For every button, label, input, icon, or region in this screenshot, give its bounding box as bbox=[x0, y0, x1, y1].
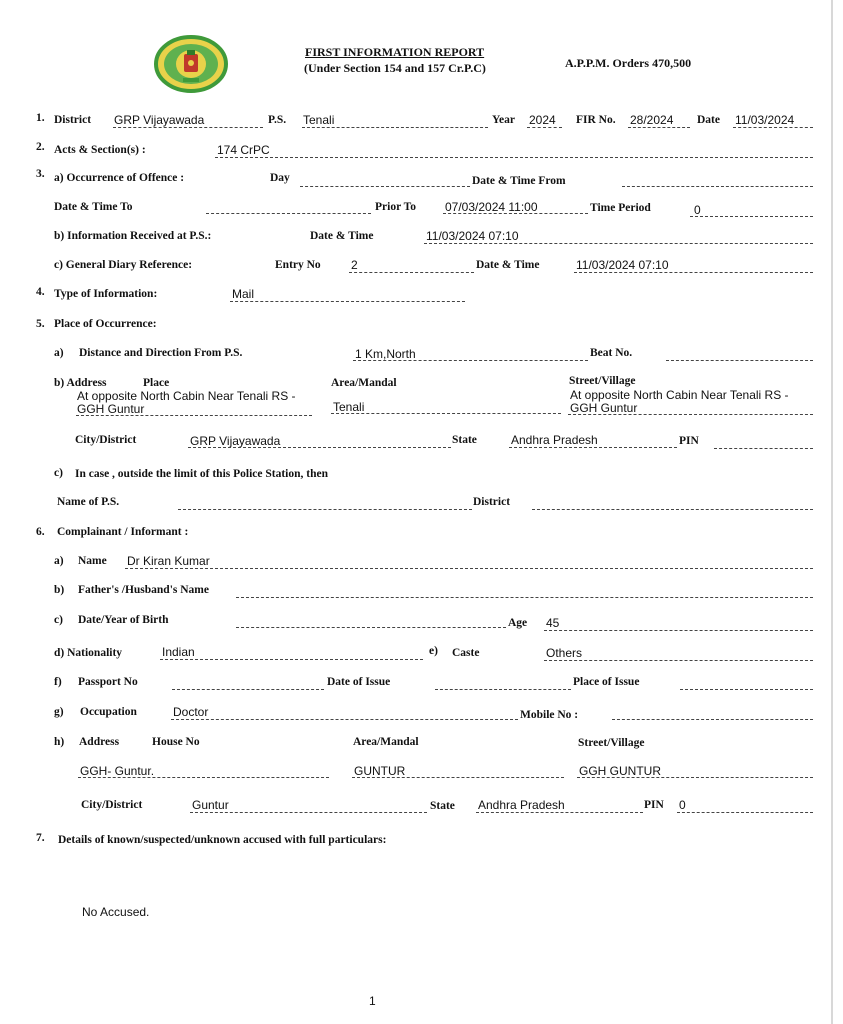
place-occ-label: Place of Occurrence: bbox=[54, 318, 157, 330]
page-number: 1 bbox=[369, 994, 376, 1008]
type-info-line bbox=[230, 301, 465, 302]
pin2-label: PIN bbox=[644, 799, 664, 811]
dob-label: Date/Year of Birth bbox=[78, 614, 169, 626]
info-dt-value: 11/03/2024 07:10 bbox=[426, 229, 519, 243]
e-mark: e) bbox=[429, 645, 438, 657]
date-issue-label: Date of Issue bbox=[327, 676, 391, 688]
page-edge-shadow bbox=[831, 0, 833, 1024]
time-period-label: Time Period bbox=[590, 202, 651, 214]
place-label: Place bbox=[143, 377, 170, 389]
gd-dt-label: Date & Time bbox=[476, 259, 540, 271]
street-village2-label: Street/Village bbox=[578, 737, 645, 749]
item-number-3: 3. bbox=[36, 168, 45, 180]
prior-to-label: Prior To bbox=[375, 201, 417, 213]
comp-name-line bbox=[125, 568, 813, 569]
age-value: 45 bbox=[546, 616, 560, 630]
dob-line bbox=[236, 627, 506, 628]
prior-to-value: 07/03/2024 11:00 bbox=[445, 200, 538, 214]
area-mandal-label: Area/Mandal bbox=[331, 377, 397, 389]
area-mandal2-label: Area/Mandal bbox=[353, 736, 419, 748]
city2-line bbox=[190, 812, 427, 813]
occurrence-label: a) Occurrence of Offence : bbox=[54, 172, 185, 184]
beat-no-line bbox=[666, 360, 813, 361]
f-mark: f) bbox=[54, 676, 62, 688]
occupation-label: Occupation bbox=[80, 706, 137, 718]
father-name-line bbox=[236, 597, 813, 598]
fir-no-label: FIR No. bbox=[576, 114, 616, 126]
ps-line bbox=[302, 127, 488, 128]
year-line bbox=[527, 127, 562, 128]
info-received-label: b) Information Received at P.S.: bbox=[54, 230, 212, 242]
place-line bbox=[76, 415, 312, 416]
report-subtitle: (Under Section 154 and 157 Cr.P.C) bbox=[304, 61, 486, 75]
place-issue-line bbox=[680, 689, 813, 690]
date-issue-line bbox=[435, 689, 571, 690]
distance-label: Distance and Direction From P.S. bbox=[79, 347, 243, 359]
entry-no-label: Entry No bbox=[275, 259, 321, 271]
year-label: Year bbox=[492, 114, 515, 126]
g-mark: g) bbox=[54, 706, 64, 718]
state2-value: Andhra Pradesh bbox=[478, 798, 565, 812]
ps-value: Tenali bbox=[303, 113, 335, 127]
item-number-5: 5. bbox=[36, 318, 45, 330]
year-value: 2024 bbox=[529, 113, 556, 127]
comp-name-value: Dr Kiran Kumar bbox=[127, 554, 210, 568]
item-number-2: 2. bbox=[36, 141, 45, 153]
city2-value: Guntur bbox=[192, 798, 229, 812]
prior-to-line bbox=[443, 213, 588, 214]
place-value-1: At opposite North Cabin Near Tenali RS - bbox=[77, 389, 296, 403]
gd-dt-line bbox=[574, 272, 813, 273]
dt-from-line bbox=[622, 186, 813, 187]
district-label: District bbox=[54, 114, 92, 126]
pin2-value: 0 bbox=[679, 798, 686, 812]
orders-ref: A.P.P.M. Orders 470,500 bbox=[565, 56, 692, 70]
item-number-4: 4. bbox=[36, 286, 45, 298]
city-line bbox=[188, 447, 451, 448]
andhra-pradesh-emblem-icon bbox=[153, 34, 229, 94]
state-value: Andhra Pradesh bbox=[511, 433, 598, 447]
house-no-label: House No bbox=[152, 736, 200, 748]
day-line bbox=[300, 186, 470, 187]
age-label: Age bbox=[508, 617, 528, 629]
street-value-1: At opposite North Cabin Near Tenali RS - bbox=[570, 388, 789, 402]
place-value-2: GGH Guntur bbox=[77, 402, 145, 416]
distance-line bbox=[353, 360, 588, 361]
type-info-label: Type of Information: bbox=[54, 288, 158, 300]
comp-b-mark: b) bbox=[54, 584, 65, 596]
street2-line bbox=[577, 777, 813, 778]
caste-value: Others bbox=[546, 646, 583, 660]
district-value: GRP Vijayawada bbox=[114, 113, 205, 127]
address-label: Address bbox=[79, 736, 120, 748]
street2-value: GGH GUNTUR bbox=[579, 764, 661, 778]
date-label: Date bbox=[697, 114, 720, 126]
occupation-line bbox=[171, 719, 518, 720]
city-value: GRP Vijayawada bbox=[190, 434, 281, 448]
state2-label: State bbox=[430, 800, 455, 812]
caste-label: Caste bbox=[452, 647, 480, 659]
mobile-label: Mobile No : bbox=[520, 709, 579, 721]
district-line bbox=[113, 127, 263, 128]
acts-label: Acts & Section(s) : bbox=[54, 144, 146, 156]
info-dt-label: Date & Time bbox=[310, 230, 374, 242]
h-mark: h) bbox=[54, 736, 65, 748]
item-number-7: 7. bbox=[36, 832, 45, 844]
item-number-6: 6. bbox=[36, 526, 45, 538]
fir-no-value: 28/2024 bbox=[630, 113, 674, 127]
house-no-value: GGH- Guntur. bbox=[80, 764, 155, 778]
dt-to-label: Date & Time To bbox=[54, 201, 133, 213]
mobile-line bbox=[612, 719, 813, 720]
area-value: Tenali bbox=[333, 400, 365, 414]
street-value-2: GGH Guntur bbox=[570, 401, 638, 415]
time-period-line bbox=[690, 216, 813, 217]
city-district2-label: City/District bbox=[81, 799, 143, 811]
complainant-label: Complainant / Informant : bbox=[57, 526, 189, 538]
beat-no-label: Beat No. bbox=[590, 347, 633, 359]
comp-c-mark: c) bbox=[54, 614, 63, 626]
age-line bbox=[544, 630, 813, 631]
pin2-line bbox=[677, 812, 813, 813]
c-mark: c) bbox=[54, 467, 63, 479]
report-title: FIRST INFORMATION REPORT bbox=[305, 45, 485, 59]
place-issue-label: Place of Issue bbox=[573, 676, 640, 688]
fir-no-line bbox=[628, 127, 690, 128]
street-line bbox=[568, 414, 813, 415]
name-ps-label: Name of P.S. bbox=[57, 496, 120, 508]
day-label: Day bbox=[270, 172, 290, 184]
caste-line bbox=[544, 660, 813, 661]
type-info-value: Mail bbox=[232, 287, 255, 301]
acts-value: 174 CrPC bbox=[217, 143, 270, 157]
occupation-value: Doctor bbox=[173, 705, 209, 719]
state-label: State bbox=[452, 434, 477, 446]
district2-label: District bbox=[473, 496, 511, 508]
gd-dt-value: 11/03/2024 07:10 bbox=[576, 258, 669, 272]
outside-limit-label: In case , outside the limit of this Police Station, then bbox=[75, 468, 328, 480]
house-no-line bbox=[78, 777, 329, 778]
passport-line bbox=[172, 689, 324, 690]
acts-line bbox=[215, 157, 813, 158]
pin-line bbox=[714, 448, 813, 449]
passport-label: Passport No bbox=[78, 676, 138, 688]
accused-label: Details of known/suspected/unknown accused with full particulars: bbox=[58, 834, 387, 846]
date-value: 11/03/2024 bbox=[735, 113, 795, 127]
entry-no-value: 2 bbox=[351, 258, 358, 272]
entry-no-line bbox=[349, 272, 474, 273]
ps-label: P.S. bbox=[268, 114, 287, 126]
b-address-label: b) Address bbox=[54, 377, 107, 389]
gd-ref-label: c) General Diary Reference: bbox=[54, 259, 193, 271]
area2-line bbox=[352, 777, 564, 778]
nationality-value: Indian bbox=[162, 645, 195, 659]
state2-line bbox=[476, 812, 643, 813]
info-dt-line bbox=[424, 243, 813, 244]
district2-line bbox=[532, 509, 813, 510]
city-district-label: City/District bbox=[75, 434, 137, 446]
time-period-value: 0 bbox=[694, 203, 701, 217]
area2-value: GUNTUR bbox=[354, 764, 406, 778]
name-ps-line bbox=[178, 509, 472, 510]
nationality-label: d) Nationality bbox=[54, 647, 123, 659]
a-mark: a) bbox=[54, 347, 64, 359]
father-name-label: Father's /Husband's Name bbox=[78, 584, 209, 596]
dt-from-label: Date & Time From bbox=[472, 175, 566, 187]
pin-label: PIN bbox=[679, 435, 699, 447]
state-line bbox=[509, 447, 677, 448]
area-line bbox=[331, 413, 561, 414]
accused-value: No Accused. bbox=[82, 905, 150, 919]
distance-value: 1 Km,North bbox=[355, 347, 416, 361]
dt-to-line bbox=[206, 213, 371, 214]
nationality-line bbox=[160, 659, 423, 660]
date-line bbox=[733, 127, 813, 128]
comp-a-mark: a) bbox=[54, 555, 64, 567]
item-number-1: 1. bbox=[36, 112, 45, 124]
street-village-label: Street/Village bbox=[569, 375, 636, 387]
name-label: Name bbox=[78, 555, 107, 567]
